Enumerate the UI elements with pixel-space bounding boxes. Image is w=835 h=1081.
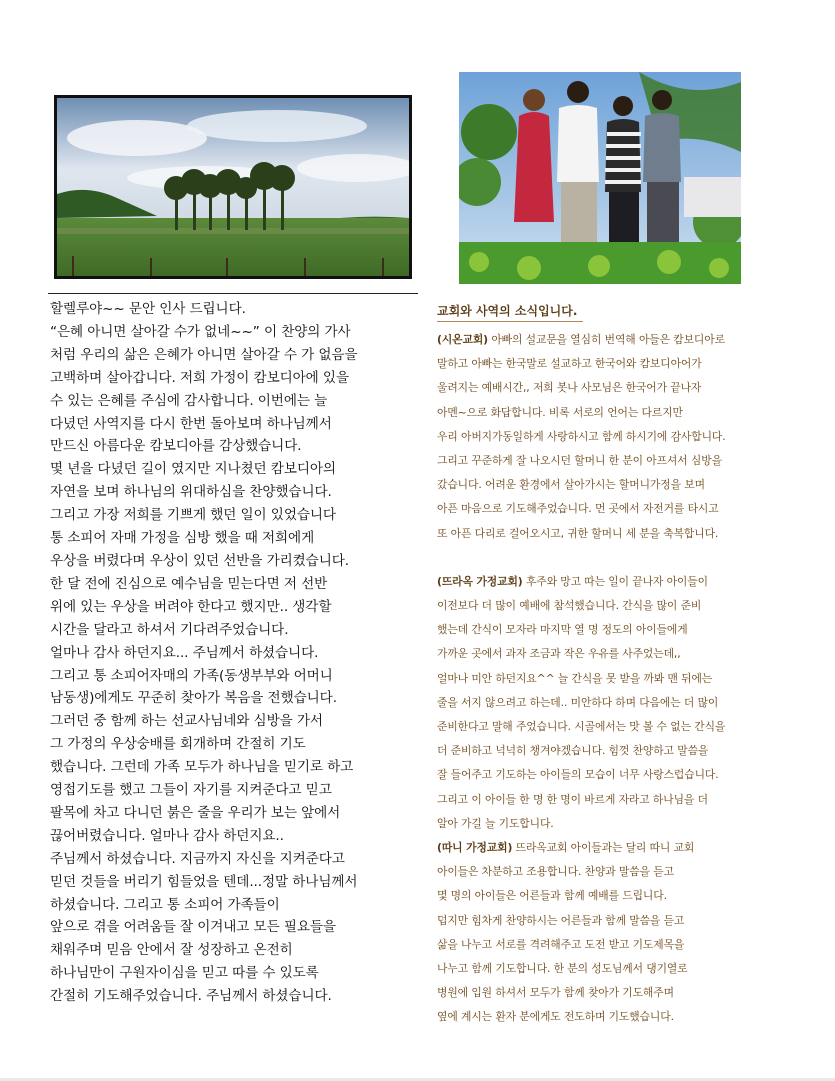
- letter-line: 한 달 전에 진심으로 예수님을 믿는다면 저 선반: [50, 575, 328, 592]
- letter-line: 그리고 통 소피어자매의 가족(동생부부와 어머니: [50, 667, 333, 684]
- news-line: 아멘~으로 화답합니다. 비록 서로의 언어는 다르지만: [437, 405, 683, 419]
- news-line: 삶을 나누고 서로를 격려해주고 도전 받고 기도제목을: [437, 937, 685, 951]
- news-line: 또 아픈 다리로 걸어오시고, 귀한 할머니 세 분을 축복합니다.: [437, 526, 719, 540]
- news-line: 아이들은 차분하고 조용합니다. 찬양과 말씀을 듣고: [437, 865, 674, 879]
- news-line: 이전보다 더 많이 예배에 참석했습니다. 간식을 많이 준비: [437, 599, 702, 613]
- letter-line: 했습니다. 그런데 가족 모두가 하나님을 믿기로 하고: [50, 759, 354, 776]
- news-line: 울려지는 예배시간,, 저희 봇나 사모님은 한국어가 끝나자: [437, 381, 702, 395]
- news-line: 했는데 간식이 모자라 마지막 열 명 정도의 아이들에게: [437, 623, 688, 637]
- landscape-illustration: [57, 98, 409, 276]
- letter-line: 몇 년을 다녔던 길이 였지만 지나쳤던 캄보디아의: [50, 461, 336, 478]
- letter-line: 통 소피어 자매 가정을 심방 했을 때 저희에게: [50, 530, 315, 547]
- news-line: 나누고 함께 기도합니다. 한 분의 성도님께서 댕기열로: [437, 962, 688, 976]
- letter-line: 영접기도를 했고 그들이 자기를 지켜준다고 믿고: [50, 782, 332, 799]
- news-line: 줄을 서지 않으려고 하는데.. 미안하다 하며 다음에는 더 많이: [437, 695, 719, 709]
- letter-line: 시간을 달라고 하셔서 기다려주었습니다.: [50, 621, 289, 638]
- letter-line: 주님께서 하셨습니다. 지금까지 자신을 지켜준다고: [50, 850, 345, 867]
- letter-line: 남동생)에게도 꾸준히 찾아가 복음을 전했습니다.: [50, 690, 337, 707]
- family-photo: [459, 72, 741, 284]
- news-section-traok: [437, 570, 797, 836]
- news-line: 가까운 곳에서 과자 조금과 작은 우유를 사주었는데,,: [437, 647, 681, 661]
- news-line: 그리고 꾸준하게 잘 나오시던 할머니 한 분이 아프셔서 심방을: [437, 454, 722, 468]
- news-line: 그리고 이 아이들 한 명 한 명이 바르게 자라고 하나님을 더: [437, 792, 708, 806]
- section-divider: [48, 293, 418, 294]
- letter-line: 위에 있는 우상을 버려야 한다고 했지만.. 생각할: [50, 598, 332, 615]
- letter-line: 하나님만이 구원자이심을 믿고 따를 수 있도록: [50, 965, 319, 982]
- landscape-photo: [54, 95, 412, 279]
- letter-line: 하셨습니다. 그리고 통 소피어 가족들이: [50, 896, 280, 913]
- letter-line: 우상을 버렸다며 우상이 있던 선반을 가리켰습니다.: [50, 552, 349, 569]
- news-section-tani: [437, 836, 797, 1030]
- letter-line: 팔목에 차고 다니던 붉은 줄을 우리가 보는 앞에서: [50, 804, 341, 821]
- letter-line: 끊어버렸습니다. 얼마나 감사 하던지요..: [50, 827, 284, 844]
- letter-line: 다녔던 사역지를 다시 한번 돌아보며 하나님께서: [50, 415, 332, 432]
- news-line: 옆에 계시는 환자 분에게도 전도하며 기도했습니다.: [437, 1010, 674, 1024]
- church-tag: (따니 가정교회): [437, 841, 513, 855]
- letter-line: 채워주며 믿음 안에서 잘 성장하고 온전히: [50, 942, 293, 959]
- news-line: (시온교회) 아빠의 설교문을 열심히 번역해 아들은 캄보디아로: [437, 333, 725, 346]
- letter-line: 간절히 기도해주었습니다. 주님께서 하셨습니다.: [50, 988, 332, 1005]
- news-line: 갔습니다. 어려운 환경에서 살아가시는 할머니가정을 보며: [437, 478, 705, 492]
- letter-line: 처럼 우리의 삶은 은혜가 아니면 살아갈 수 가 없음을: [50, 346, 358, 363]
- letter-line: 얼마나 감사 하던지요... 주님께서 하셨습니다.: [50, 644, 319, 661]
- family-illustration: [459, 72, 741, 284]
- letter-line: 믿던 것들을 버리기 힘들었을 텐데...정말 하나님께서: [50, 873, 358, 890]
- church-tag: (시온교회): [437, 333, 488, 346]
- letter-body: [50, 298, 420, 1008]
- letter-line: 할렐루야~~ 문안 인사 드립니다.: [50, 301, 246, 317]
- news-line: 덥지만 힘차게 찬양하시는 어른들과 함께 말씀을 듣고: [437, 913, 685, 927]
- news-line: (따니 가정교회) 뜨라옥교회 아이들과는 달리 따니 교회: [437, 841, 695, 855]
- news-line: 아픈 마음으로 기도해주었습니다. 먼 곳에서 자전거를 타시고: [437, 502, 719, 516]
- letter-line: 자연을 보며 하나님의 위대하심을 찬양했습니다.: [50, 484, 332, 501]
- letter-line: 수 있는 은혜를 주심에 감사합니다. 이번에는 늘: [50, 392, 328, 409]
- news-section-zion: [437, 328, 797, 546]
- news-line: 더 준비하고 넉넉히 챙겨야겠습니다. 힘껏 찬양하고 말씀을: [437, 744, 709, 758]
- news-line: 알아 가길 늘 기도합니다.: [437, 816, 554, 830]
- news-line: 병원에 입원 하셔서 모두가 함께 찾아가 기도해주며: [437, 986, 674, 1000]
- news-heading: 교회와 사역의 소식입니다.: [437, 301, 583, 322]
- news-line: 말하고 아빠는 한국말로 설교하고 한국어와 캄보디아어가: [437, 357, 702, 371]
- letter-line: 그리고 가장 저희를 기쁘게 했던 일이 있었습니다: [50, 507, 336, 524]
- letter-line: 고백하며 살아갑니다. 저희 가정이 캄보디아에 있을: [50, 369, 349, 386]
- news-line: 우리 아버지가동일하게 사랑하시고 함께 하시기에 감사합니다.: [437, 429, 726, 443]
- news-line: (뜨라옥 가정교회) 후주와 망고 따는 일이 끝나자 아이들이: [437, 574, 708, 588]
- letter-line: 그러던 중 함께 하는 선교사님네와 심방을 가서: [50, 713, 323, 730]
- letter-line: 앞으로 겪을 어려움들 잘 이겨내고 모든 필요들을: [50, 919, 336, 936]
- letter-line: 그 가정의 우상숭배를 회개하며 간절히 기도: [50, 736, 306, 753]
- ministry-news: [437, 300, 797, 1030]
- letter-line: “은혜 아니면 살아갈 수가 없네~~” 이 찬양의 가사: [50, 323, 351, 340]
- news-line: 몇 명의 아이들은 어른들과 함께 예배를 드립니다.: [437, 889, 667, 903]
- church-tag: (뜨라옥 가정교회): [437, 574, 523, 588]
- news-line: 준비한다고 말해 주었습니다. 시골에서는 맛 볼 수 없는 간식을: [437, 720, 726, 734]
- news-line: 얼마나 미안 하던지요^^ 늘 간식을 못 받을 까봐 맨 뒤에는: [437, 671, 713, 685]
- news-line: 잘 들어주고 기도하는 아이들의 모습이 너무 사랑스럽습니다.: [437, 768, 719, 782]
- section-spacer: [437, 546, 797, 570]
- letter-line: 만드신 아름다운 캄보디아를 감상했습니다.: [50, 438, 302, 455]
